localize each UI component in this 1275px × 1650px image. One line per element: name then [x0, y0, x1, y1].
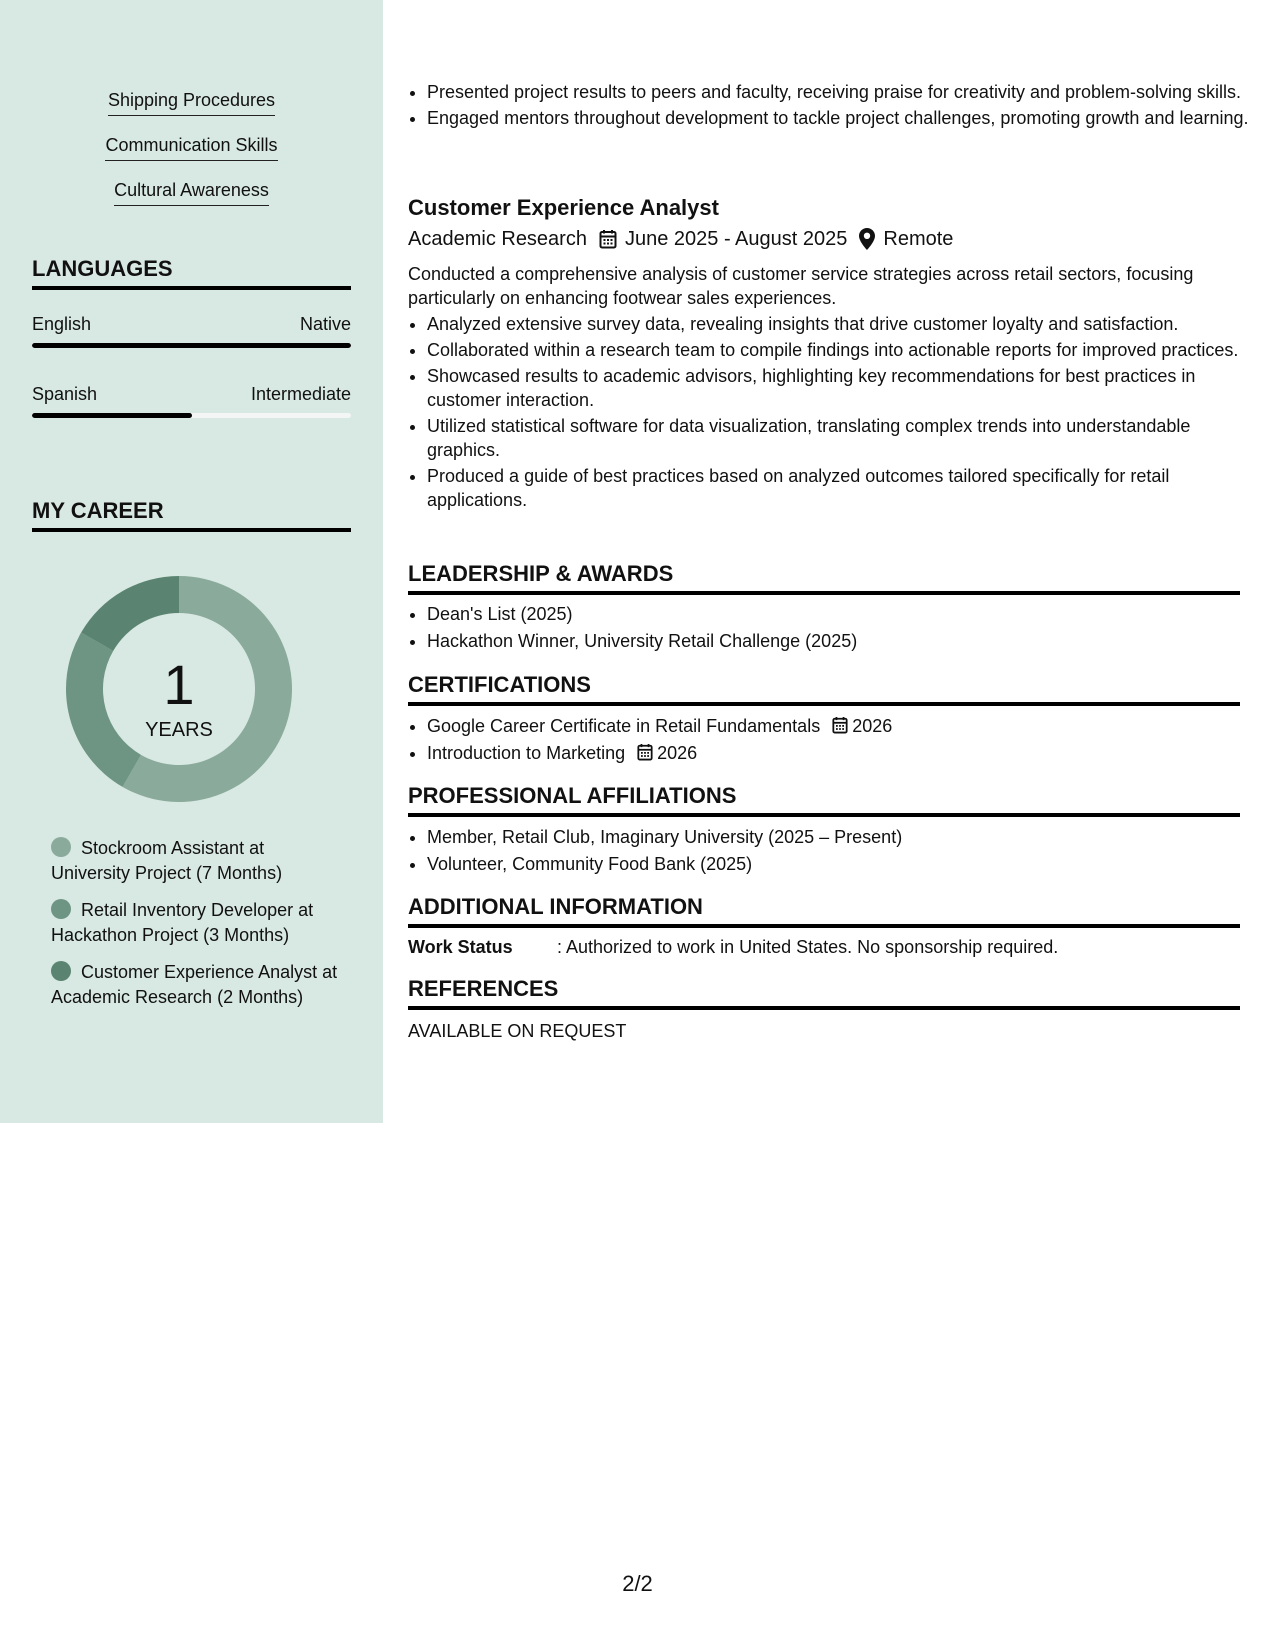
list-item: • Dean's List (2025) [427, 602, 1259, 626]
skill-item: Communication Skills [0, 133, 383, 161]
list-item: • Introduction to Marketing 2026 [427, 741, 1259, 765]
language-level: Intermediate [250, 384, 351, 404]
career-unit: YEARS [145, 719, 213, 741]
sidebar [0, 0, 383, 1123]
languages-heading: LANGUAGES [32, 255, 351, 290]
list-item: • Produced a guide of best practices based on analyzed outcomes tailored specifically for retail applications. [427, 464, 1259, 512]
language-bar-fill [32, 343, 351, 348]
leadership-list [408, 602, 1259, 653]
career-donut-chart [66, 576, 292, 802]
additional-info-heading: ADDITIONAL INFORMATION [408, 893, 1240, 928]
donut-segment [81, 576, 179, 651]
affiliations-heading: PROFESSIONAL AFFILIATIONS [408, 782, 1240, 817]
language-row [32, 313, 351, 335]
list-item: • Collaborated within a research team to compile findings into actionable reports for improved practices. [427, 338, 1259, 362]
work-status-row [408, 935, 1240, 959]
map-pin-icon [859, 228, 875, 250]
career-heading: MY CAREER [32, 497, 351, 532]
calendar-icon [832, 716, 848, 734]
previous-job-bullets [408, 80, 1259, 132]
list-item: • Hackathon Winner, University Retail Challenge (2025) [427, 629, 1259, 653]
job-org: Academic Research [408, 228, 587, 250]
career-legend-item: Stockroom Assistant at University Project (7 Months) [51, 838, 283, 883]
leadership-heading: LEADERSHIP & AWARDS [408, 560, 1240, 595]
list-item: • Presented project results to peers and faculty, receiving praise for creativity and problem-solving skills. [427, 80, 1259, 104]
legend-dot [51, 961, 71, 981]
list-item: • Analyzed extensive survey data, revealing insights that drive customer loyalty and satisfaction. [427, 312, 1259, 336]
job-bullets [408, 312, 1259, 514]
list-item: • Google Career Certificate in Retail Fundamentals 2026 [427, 714, 1259, 738]
certifications-list [408, 714, 1259, 765]
language-bar [32, 413, 351, 418]
calendar-icon [637, 743, 653, 761]
career-total: 1 [163, 653, 195, 716]
list-item: • Volunteer, Community Food Bank (2025) [427, 852, 1259, 876]
work-status-label: Work Status [408, 937, 513, 957]
job-location: Remote [883, 228, 954, 250]
certifications-heading: CERTIFICATIONS [408, 671, 1240, 706]
language-bar-fill [32, 413, 192, 418]
page-number: 2/2 [622, 1571, 653, 1596]
job-meta [408, 226, 1240, 252]
affiliations-list [408, 825, 1259, 876]
skill-item: Shipping Procedures [0, 88, 383, 116]
work-status-value: : Authorized to work in United States. No sponsorship required. [557, 937, 1059, 957]
list-item: • Member, Retail Club, Imaginary University (2025 – Present) [427, 825, 1259, 849]
job-description: Conducted a comprehensive analysis of customer service strategies across retail sectors, focusing particularly on enhancing footwear sales experiences. [408, 264, 1194, 308]
references-text: AVAILABLE ON REQUEST [408, 1021, 627, 1041]
list-item: • Utilized statistical software for data visualization, translating complex trends into understandable graphics. [427, 414, 1259, 462]
list-item: • Engaged mentors throughout development to tackle project challenges, promoting growth and learning. [427, 106, 1259, 130]
legend-dot [51, 837, 71, 857]
calendar-icon [599, 229, 617, 249]
skill-item: Cultural Awareness [0, 178, 383, 206]
career-legend-item: Retail Inventory Developer at Hackathon Project (3 Months) [51, 900, 314, 945]
language-bar [32, 343, 351, 348]
job-dates: June 2025 - August 2025 [624, 228, 848, 250]
job-title: Customer Experience Analyst [408, 195, 719, 220]
language-name: English [32, 314, 92, 334]
legend-dot [51, 899, 71, 919]
language-row [32, 383, 351, 405]
language-name: Spanish [32, 384, 98, 404]
donut-segment [66, 633, 141, 787]
career-legend-item: Customer Experience Analyst at Academic Research (2 Months) [51, 962, 338, 1007]
references-heading: REFERENCES [408, 975, 1240, 1010]
language-level: Native [299, 314, 351, 334]
list-item: • Showcased results to academic advisors, highlighting key recommendations for best practices in customer interaction. [427, 364, 1259, 412]
